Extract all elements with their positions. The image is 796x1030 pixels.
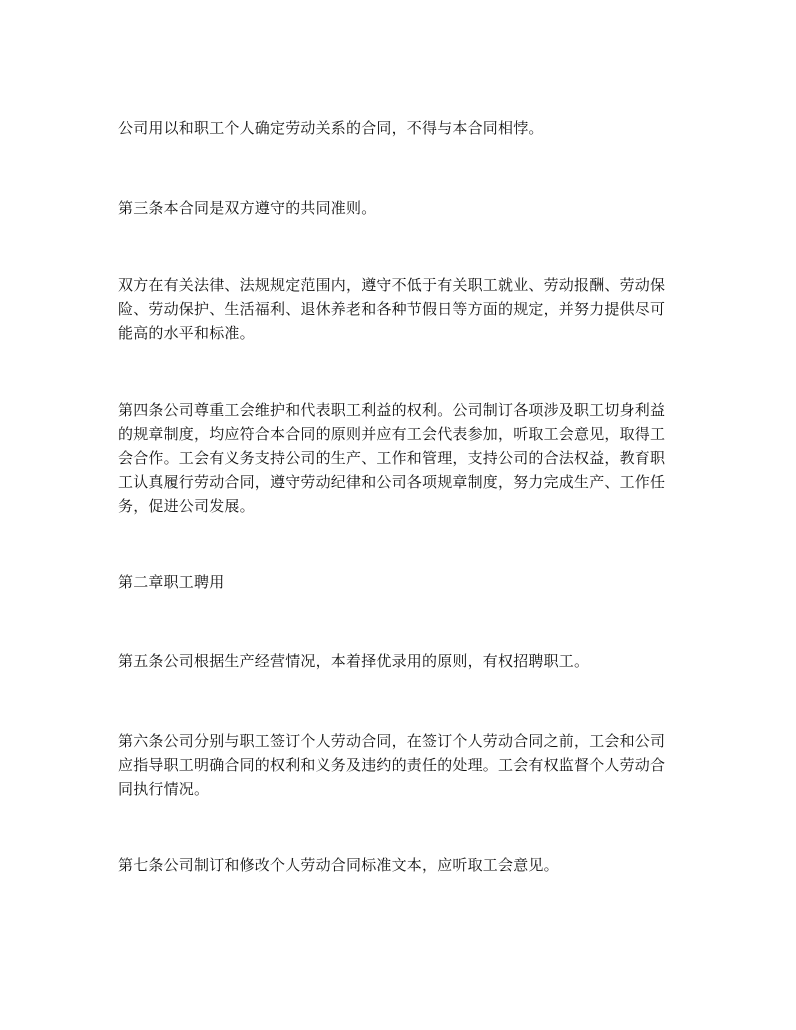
text-line: 第三条本合同是双方遵守的共同准则。 [118,199,377,217]
text-line: 险、劳动保护、生活福利、退休养老和各种节假日等方面的规定，并努力提供尽可 [118,300,666,318]
paragraph-article-6 [118,729,690,801]
text-line: 公司用以和职工个人确定劳动关系的合同，不得与本合同相悖。 [118,119,544,137]
text-line: 能高的水平和标准。 [118,324,255,342]
text-line: 第六条公司分别与职工签订个人劳动合同，在签订个人劳动合同之前，工会和公司 [118,732,666,750]
paragraph-article-5 [118,649,690,673]
paragraph-article-3 [118,196,690,220]
paragraph-mutual-obligations [118,273,690,345]
text-line: 第五条公司根据生产经营情况，本着择优录用的原则，有权招聘职工。 [118,652,590,670]
text-line: 同执行情况。 [118,780,210,798]
paragraph-article-7 [118,853,690,877]
text-line: 双方在有关法律、法规规定范围内，遵守不低于有关职工就业、劳动报酬、劳动保 [118,276,666,294]
chapter-heading-employment [118,570,690,594]
paragraph-article-4 [118,398,690,518]
text-line: 务，促进公司发展。 [118,497,255,515]
text-line: 工认真履行劳动合同，遵守劳动纪律和公司各项规章制度，努力完成生产、工作任 [118,473,666,491]
text-line: 第七条公司制订和修改个人劳动合同标准文本，应听取工会意见。 [118,856,559,874]
text-line: 应指导职工明确合同的权利和义务及违约的责任的处理。工会有权监督个人劳动合 [118,756,666,774]
text-line: 的规章制度，均应符合本合同的原则并应有工会代表参加，听取工会意见，取得工 [118,425,666,443]
text-line: 会合作。工会有义务支持公司的生产、工作和管理，支持公司的合法权益，教育职 [118,449,666,467]
text-line: 第四条公司尊重工会维护和代表职工利益的权利。公司制订各项涉及职工切身利益 [118,401,666,419]
paragraph-company-contract-consistency [118,116,690,140]
text-line: 第二章职工聘用 [118,573,225,591]
